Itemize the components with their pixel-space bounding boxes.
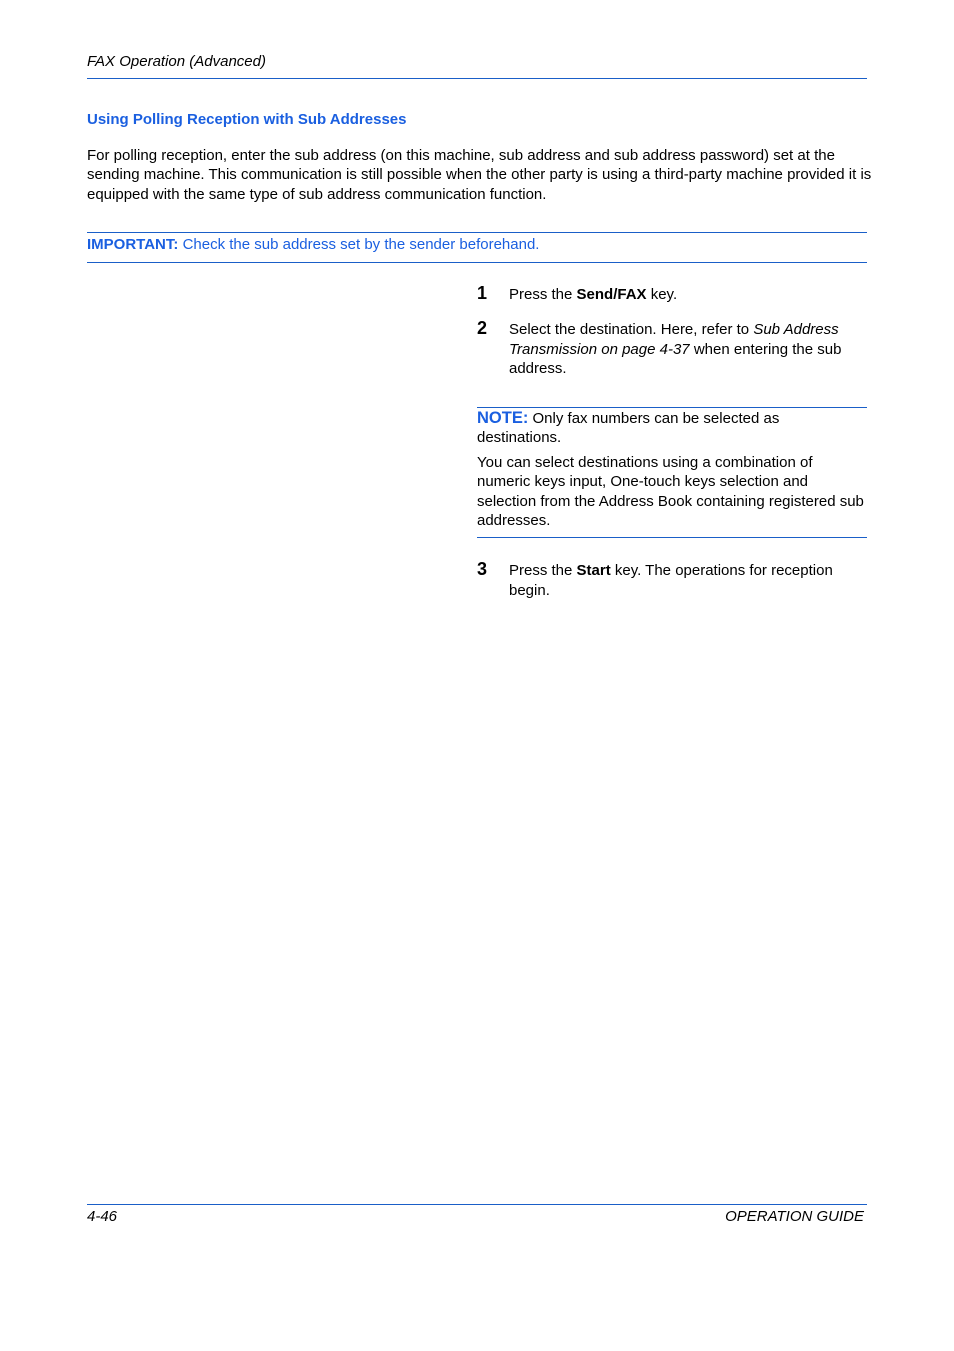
note-line: You can select destinations using a combination of numeric keys input, One-touch keys selection and selection from the Address Book containing registered sub addresses. [477,453,864,530]
step-number: 1 [477,283,488,303]
intro-paragraph: For polling reception, enter the sub address (on this machine, sub address and sub address password) set at the sending machine. This communication is still possible when the other party is using a third-party machine provided it is equipped with the same type of sub address communication function. [87,147,872,203]
step-text-part: key. [646,286,678,303]
step-text [509,285,871,305]
note-callout [477,409,867,530]
step-text-part: Select the destination. Here, refer to [509,321,754,338]
step-text-part: Press the [509,562,577,579]
note-bottom-rule [477,537,867,538]
page-number: 4-46 [87,1208,118,1225]
step-text-part: when entering the sub address. [509,340,842,378]
important-text: Check the sub address set by the sender beforehand. [182,236,540,253]
note-top-rule [477,407,867,408]
running-header: FAX Operation (Advanced) [87,53,266,70]
note-text: Only fax numbers can be selected as destinations. [477,410,780,447]
header-rule [87,78,867,79]
step-text-part: key. The operations for reception begin. [509,562,833,599]
step-text [509,561,871,600]
important-callout [87,236,867,253]
note-line [477,409,867,448]
important-label: IMPORTANT: [87,236,179,253]
important-bottom-rule [87,262,867,263]
footer-rule [87,1204,867,1205]
step-number: 3 [477,559,488,579]
guide-title: OPERATION GUIDE [725,1208,864,1225]
key-name: Start [576,562,611,579]
step-text-part: Press the [509,286,577,303]
note-label: NOTE: [477,409,529,427]
cross-reference: Sub Address Transmission on page 4-37 [509,321,839,358]
key-name: Send/FAX [576,286,647,303]
step-text [509,320,871,379]
important-top-rule [87,232,867,233]
step-number: 2 [477,318,488,338]
section-title: Using Polling Reception with Sub Addresses [87,111,407,128]
